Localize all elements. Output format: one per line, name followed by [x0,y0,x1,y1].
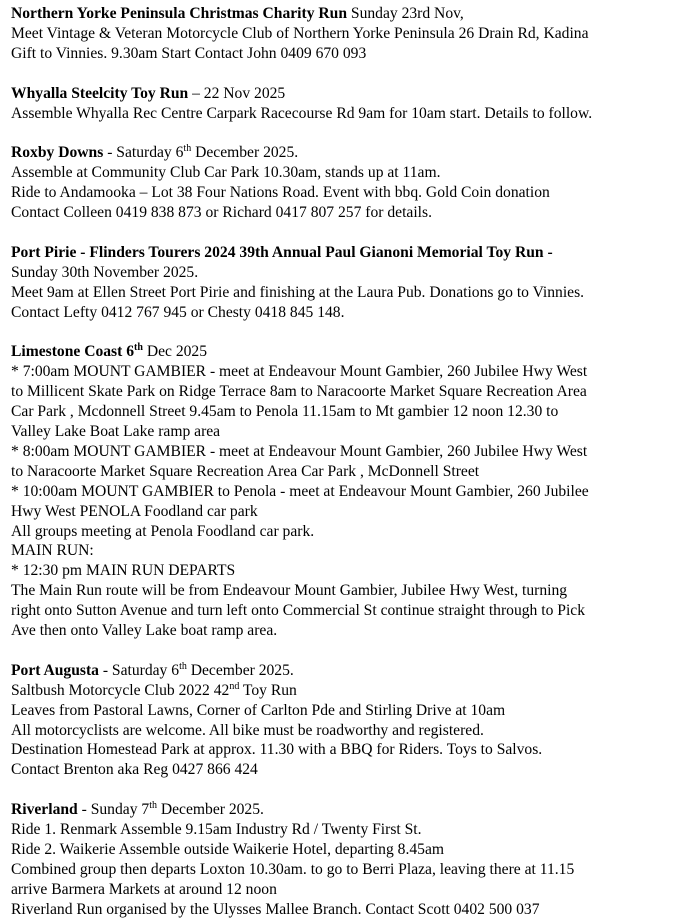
event-line: Assemble Whyalla Rec Centre Carpark Racecourse Rd 9am for 10am start. Details to follow. [11,104,593,122]
event-line: Destination Homestead Park at approx. 11.30 with a BBQ for Riders. Toys to Salvos. [11,741,543,759]
event-northern-yorke [11,4,679,64]
event-heading [11,4,679,24]
event-line: to Naracoorte Market Square Recreation Area Car Park , McDonnell Street [11,462,480,480]
event-title: Limestone Coast 6th [11,342,143,361]
event-line: Sunday 30th November 2025. [11,263,199,281]
event-line: Meet 9am at Ellen Street Port Pirie and finishing at the Laura Pub. Donations go to Vinnies. [11,283,585,301]
event-title: Roxby Downs [11,144,104,162]
event-title: Northern Yorke Peninsula Christmas Charity Run [11,5,347,22]
event-date: Dec 2025 [142,343,208,361]
event-line: Combined group then departs Loxton 10.30am. to go to Berri Plaza, leaving there at 11.15 [11,860,575,878]
event-heading [11,143,679,163]
event-line: arrive Barmera Markets at around 12 noon [11,880,277,898]
event-line: Ride 1. Renmark Assemble 9.15am Industry Rd / Twenty First St. [11,821,422,839]
event-line: right onto Sutton Avenue and turn left onto Commercial St continue straight through to Pick [11,602,586,620]
event-line: Contact Lefty 0412 767 945 or Chesty 0418 845 148. [11,303,345,321]
event-line: MAIN RUN: [11,542,94,560]
event-title: Riverland [11,801,78,819]
event-title: Port Pirie - Flinders Tourers 2024 39th Annual Paul Gianoni Memorial Toy Run [11,243,544,261]
event-heading [11,84,679,104]
event-heading [11,243,679,263]
event-line: Hwy West PENOLA Foodland car park [11,502,258,520]
event-title: Whyalla Steelcity Toy Run [11,84,189,102]
event-line: The Main Run route will be from Endeavour Mount Gambier, Jubilee Hwy West, turning [11,582,568,600]
event-title: Port Augusta [11,661,99,679]
event-line: All groups meeting at Penola Foodland car park. [11,522,315,540]
event-line: Leaves from Pastoral Lawns, Corner of Carlton Pde and Stirling Drive at 10am [11,701,506,719]
event-line: All motorcyclists are welcome. All bike must be roadworthy and registered. [11,721,484,739]
event-roxby-downs [11,143,679,223]
event-title-suffix: - [543,243,553,261]
event-heading [11,342,679,362]
event-line: Car Park , Mcdonnell Street 9.45am to Penola 11.15am to Mt gambier 12 noon 12.30 to [11,403,559,421]
event-date: Sunday 23rd Nov, [347,5,464,22]
event-line: Valley Lake Boat Lake ramp area [11,422,221,440]
event-port-pirie [11,243,679,323]
event-port-augusta [11,661,679,780]
event-line: * 8:00am MOUNT GAMBIER - meet at Endeavour Mount Gambier, 260 Jubilee Hwy West [11,442,588,460]
event-whyalla [11,84,679,124]
event-heading [11,661,679,681]
event-line: Contact Colleen 0419 838 873 or Richard 0417 807 257 for details. [11,204,432,222]
event-line: Gift to Vinnies. 9.30am Start Contact John 0409 670 093 [11,44,367,62]
event-line: Contact Brenton aka Reg 0427 866 424 [11,761,258,779]
event-line: * 10:00am MOUNT GAMBIER to Penola - meet at Endeavour Mount Gambier, 260 Jubilee [11,482,589,500]
event-line: Riverland Run organised by the Ulysses Mallee Branch. Contact Scott 0402 500 037 [11,900,540,918]
event-heading [11,800,679,820]
event-line: Meet Vintage & Veteran Motorcycle Club of Northern Yorke Peninsula 26 Drain Rd, Kadina [11,24,589,42]
event-date: - Saturday 6th December 2025. [103,143,299,162]
event-date: - Saturday 6th December 2025. [98,660,294,679]
event-limestone-coast [11,342,679,641]
event-date: – 22 Nov 2025 [188,84,286,102]
event-date: - Sunday 7th December 2025. [77,800,264,819]
event-line: Ride to Andamooka – Lot 38 Four Nations Road. Event with bbq. Gold Coin donation [11,184,550,202]
event-line: * 12:30 pm MAIN RUN DEPARTS [11,562,236,580]
event-line: Ave then onto Valley Lake boat ramp area. [11,622,278,640]
event-line: * 7:00am MOUNT GAMBIER - meet at Endeavour Mount Gambier, 260 Jubilee Hwy West [11,363,588,381]
event-line: Assemble at Community Club Car Park 10.30am, stands up at 11am. [11,164,441,182]
event-line: Saltbush Motorcycle Club 2022 42nd Toy Run [11,680,297,699]
event-line: to Millicent Skate Park on Ridge Terrace 8am to Naracoorte Market Square Recreation Area [11,383,587,401]
event-line: Ride 2. Waikerie Assemble outside Waikerie Hotel, departing 8.45am [11,840,444,858]
event-riverland [11,800,679,919]
